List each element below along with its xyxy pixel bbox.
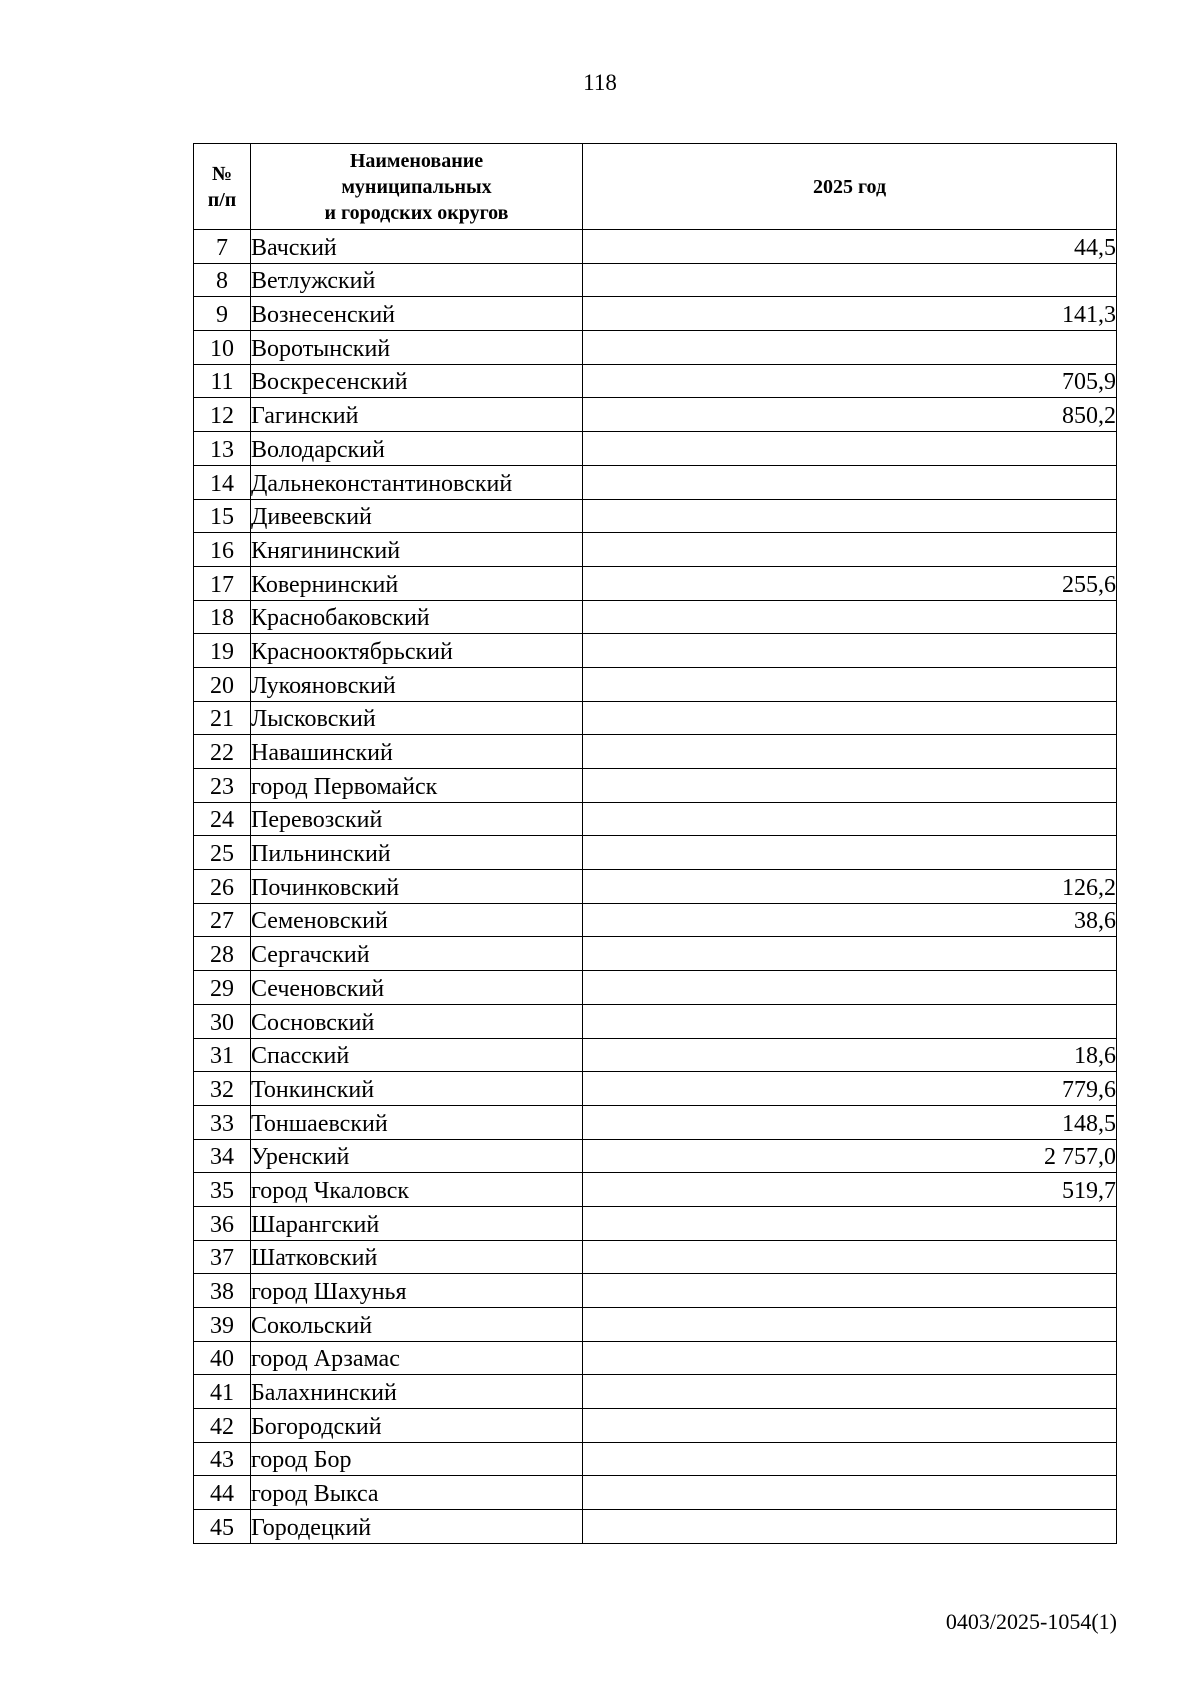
row-number: 36 (194, 1206, 251, 1240)
row-value (583, 1375, 1117, 1409)
row-name: Уренский (251, 1139, 583, 1173)
table-row (194, 1442, 1117, 1476)
row-value: 126,2 (583, 870, 1117, 904)
row-number: 27 (194, 903, 251, 937)
row-name: Лукояновский (251, 667, 583, 701)
row-value: 850,2 (583, 398, 1117, 432)
row-value (583, 1274, 1117, 1308)
table-row (194, 1206, 1117, 1240)
page-number: 118 (583, 70, 617, 95)
table-row (194, 971, 1117, 1005)
table-row (194, 398, 1117, 432)
row-value (583, 667, 1117, 701)
row-name: Шарангский (251, 1206, 583, 1240)
row-number: 13 (194, 432, 251, 466)
row-value (583, 432, 1117, 466)
row-name: Тонкинский (251, 1072, 583, 1106)
row-value (583, 735, 1117, 769)
row-name: Вачский (251, 230, 583, 264)
row-value (583, 971, 1117, 1005)
row-value: 38,6 (583, 903, 1117, 937)
row-value (583, 836, 1117, 870)
row-number: 43 (194, 1442, 251, 1476)
row-value (583, 937, 1117, 971)
table-row (194, 802, 1117, 836)
row-value (583, 1442, 1117, 1476)
row-value (583, 465, 1117, 499)
row-number: 8 (194, 263, 251, 297)
row-number: 39 (194, 1308, 251, 1342)
row-number: 32 (194, 1072, 251, 1106)
table-row (194, 566, 1117, 600)
row-name: Гагинский (251, 398, 583, 432)
row-value: 255,6 (583, 566, 1117, 600)
row-number: 28 (194, 937, 251, 971)
row-value (583, 600, 1117, 634)
row-value (583, 1308, 1117, 1342)
row-value: 2 757,0 (583, 1139, 1117, 1173)
table-row (194, 1274, 1117, 1308)
table-row (194, 499, 1117, 533)
table-row (194, 1375, 1117, 1409)
row-name: Починковский (251, 870, 583, 904)
table-row (194, 331, 1117, 365)
row-number: 31 (194, 1038, 251, 1072)
row-name: Дальнеконстантиновский (251, 465, 583, 499)
row-number: 30 (194, 1004, 251, 1038)
row-name: Володарский (251, 432, 583, 466)
row-name: город Первомайск (251, 769, 583, 803)
row-name: Балахнинский (251, 1375, 583, 1409)
table-row (194, 836, 1117, 870)
row-name: Сергачский (251, 937, 583, 971)
table-row (194, 1476, 1117, 1510)
row-number: 12 (194, 398, 251, 432)
row-number: 24 (194, 802, 251, 836)
table-row (194, 903, 1117, 937)
row-number: 26 (194, 870, 251, 904)
table-row (194, 735, 1117, 769)
table-row (194, 230, 1117, 264)
table-row (194, 465, 1117, 499)
row-number: 15 (194, 499, 251, 533)
row-value (583, 1206, 1117, 1240)
row-value (583, 533, 1117, 567)
row-name: Княгининский (251, 533, 583, 567)
table-row (194, 937, 1117, 971)
table-row (194, 769, 1117, 803)
row-name: Богородский (251, 1409, 583, 1443)
table-row (194, 1240, 1117, 1274)
row-name: Семеновский (251, 903, 583, 937)
row-number: 34 (194, 1139, 251, 1173)
table-row (194, 1139, 1117, 1173)
row-value (583, 1409, 1117, 1443)
table-row (194, 701, 1117, 735)
row-number: 11 (194, 364, 251, 398)
row-number: 14 (194, 465, 251, 499)
row-name: Сокольский (251, 1308, 583, 1342)
row-name: Дивеевский (251, 499, 583, 533)
row-number: 42 (194, 1409, 251, 1443)
row-value: 141,3 (583, 297, 1117, 331)
header-num: № п/п (194, 144, 251, 230)
table-row (194, 1173, 1117, 1207)
row-name: Воротынский (251, 331, 583, 365)
table-row (194, 1038, 1117, 1072)
row-name: Тоншаевский (251, 1105, 583, 1139)
table-row (194, 634, 1117, 668)
row-value (583, 499, 1117, 533)
header-name: Наименование муниципальных и городских округов (251, 144, 583, 230)
table-row (194, 870, 1117, 904)
row-name: Сосновский (251, 1004, 583, 1038)
table-row (194, 263, 1117, 297)
row-number: 45 (194, 1510, 251, 1544)
row-number: 18 (194, 600, 251, 634)
row-name: Лысковский (251, 701, 583, 735)
row-number: 40 (194, 1341, 251, 1375)
row-value (583, 701, 1117, 735)
table-row (194, 1105, 1117, 1139)
table-row (194, 297, 1117, 331)
table-row (194, 1341, 1117, 1375)
row-value (583, 1240, 1117, 1274)
document-code: 0403/2025-1054(1) (945, 1609, 1117, 1634)
row-number: 38 (194, 1274, 251, 1308)
row-name: Спасский (251, 1038, 583, 1072)
municipal-table (193, 143, 1117, 1544)
row-name: Перевозский (251, 802, 583, 836)
row-name: Навашинский (251, 735, 583, 769)
row-number: 41 (194, 1375, 251, 1409)
row-name: Ковернинский (251, 566, 583, 600)
row-number: 19 (194, 634, 251, 668)
row-name: город Выкса (251, 1476, 583, 1510)
row-name: город Арзамас (251, 1341, 583, 1375)
row-value (583, 331, 1117, 365)
row-value (583, 1341, 1117, 1375)
row-value: 148,5 (583, 1105, 1117, 1139)
table-row (194, 667, 1117, 701)
row-number: 25 (194, 836, 251, 870)
row-value: 779,6 (583, 1072, 1117, 1106)
row-name: Шатковский (251, 1240, 583, 1274)
row-name: Воскресенский (251, 364, 583, 398)
row-name: Сеченовский (251, 971, 583, 1005)
table-body (194, 230, 1117, 1544)
row-number: 37 (194, 1240, 251, 1274)
row-name: Вознесенский (251, 297, 583, 331)
table-row (194, 1510, 1117, 1544)
row-value (583, 769, 1117, 803)
table-row (194, 1004, 1117, 1038)
row-name: Краснобаковский (251, 600, 583, 634)
row-number: 21 (194, 701, 251, 735)
table-row (194, 432, 1117, 466)
row-number: 44 (194, 1476, 251, 1510)
row-number: 7 (194, 230, 251, 264)
row-number: 9 (194, 297, 251, 331)
row-name: город Шахунья (251, 1274, 583, 1308)
row-value (583, 634, 1117, 668)
row-value (583, 802, 1117, 836)
table-row (194, 364, 1117, 398)
row-value: 705,9 (583, 364, 1117, 398)
table-row (194, 533, 1117, 567)
row-name: Краснооктябрьский (251, 634, 583, 668)
row-number: 17 (194, 566, 251, 600)
row-number: 22 (194, 735, 251, 769)
row-number: 16 (194, 533, 251, 567)
row-value: 519,7 (583, 1173, 1117, 1207)
row-number: 35 (194, 1173, 251, 1207)
table-row (194, 600, 1117, 634)
row-name: Пильнинский (251, 836, 583, 870)
row-value (583, 1510, 1117, 1544)
row-number: 10 (194, 331, 251, 365)
row-name: город Чкаловск (251, 1173, 583, 1207)
row-value: 44,5 (583, 230, 1117, 264)
row-number: 23 (194, 769, 251, 803)
row-name: Ветлужский (251, 263, 583, 297)
table-row (194, 1072, 1117, 1106)
row-number: 29 (194, 971, 251, 1005)
header-year: 2025 год (583, 144, 1117, 230)
table-row (194, 1409, 1117, 1443)
row-name: город Бор (251, 1442, 583, 1476)
row-name: Городецкий (251, 1510, 583, 1544)
row-value: 18,6 (583, 1038, 1117, 1072)
row-number: 20 (194, 667, 251, 701)
table-header-row (194, 144, 1117, 230)
row-value (583, 263, 1117, 297)
table-row (194, 1308, 1117, 1342)
row-number: 33 (194, 1105, 251, 1139)
row-value (583, 1004, 1117, 1038)
row-value (583, 1476, 1117, 1510)
